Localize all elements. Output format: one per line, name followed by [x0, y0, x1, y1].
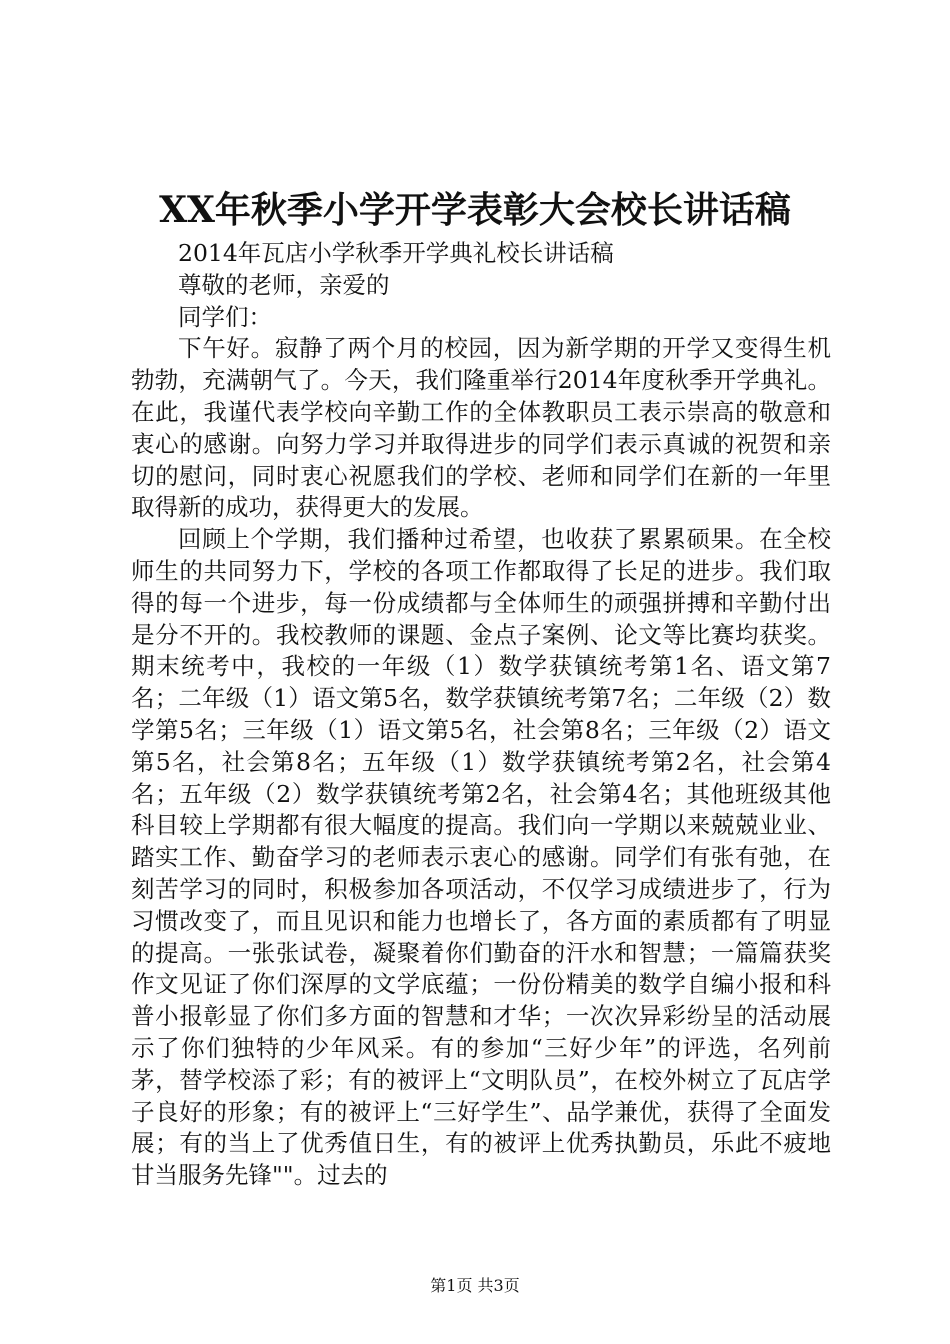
document-body [131, 238, 831, 1192]
page-indicator: 第1页 共3页 [430, 1276, 520, 1295]
salutation-line-1: 尊敬的老师，亲爱的 [178, 270, 390, 299]
paragraph-review: 回顾上个学期，我们播种过希望，也收获了累累硕果。在全校师生的共同努力下，学校的各项工作都取得了长足的进步。我们取得的每一个进步，每一份成绩都与全体师生的顽强拼搏和辛勤付出是分不开的。我校教师的课题、金点子案例、论文等比赛均获奖。期末统考中，我校的一年级（1）数学获镇统考第1名、语文第7名；二年级（1）语文第5名，数学获镇统考第7名；二年级（2）数学第5名；三年级（1）语文第5名，社会第8名；三年级（2）语文第5名，社会第8名；五年级（1）数学获镇统考第2名，社会第4名；五年级（2）数学获镇统考第2名，社会第4名；其他班级其他科目较上学期都有很大幅度的提高。我们向一学期以来兢兢业业、踏实工作、勤奋学习的老师表示衷心的感谢。同学们有张有弛，在刻苦学习的同时，积极参加各项活动，不仅学习成绩进步了，行为习惯改变了，而且见识和能力也增长了，各方面的素质都有了明显的提高。一张张试卷，凝聚着你们勤奋的汗水和智慧；一篇篇获奖作文见证了你们深厚的文学底蕴；一份份精美的数学自编小报和科普小报彰显了你们多方面的智慧和才华；一次次异彩纷呈的活动展示了你们独特的少年风采。有的参加“三好少年”的评选，名列前茅，替学校添了彩；有的被评上“文明队员”，在校外树立了瓦店学子良好的形象；有的被评上“三好学生”、品学兼优，获得了全面发展；有的当上了优秀值日生，有的被评上优秀执勤员，乐此不疲地甘当服务先锋""。过去的 [131, 525, 831, 1190]
document-subtitle: 2014年瓦店小学秋季开学典礼校长讲话稿 [178, 239, 614, 267]
salutation-line-2: 同学们： [178, 302, 272, 331]
paragraph-greeting: 下午好。寂静了两个月的校园，因为新学期的开学又变得生机勃勃，充满朝气了。今天，我们隆重举行2014年度秋季开学典礼。在此，我谨代表学校向辛勤工作的全体教职员工表示崇高的敬意和衷心的感谢。向努力学习并取得进步的同学们表示真诚的祝贺和亲切的慰问，同时衷心祝愿我们的学校、老师和同学们在新的一年里取得新的成功，获得更大的发展。 [131, 334, 831, 522]
document-title: XX年秋季小学开学表彰大会校长讲话稿 [159, 189, 791, 231]
